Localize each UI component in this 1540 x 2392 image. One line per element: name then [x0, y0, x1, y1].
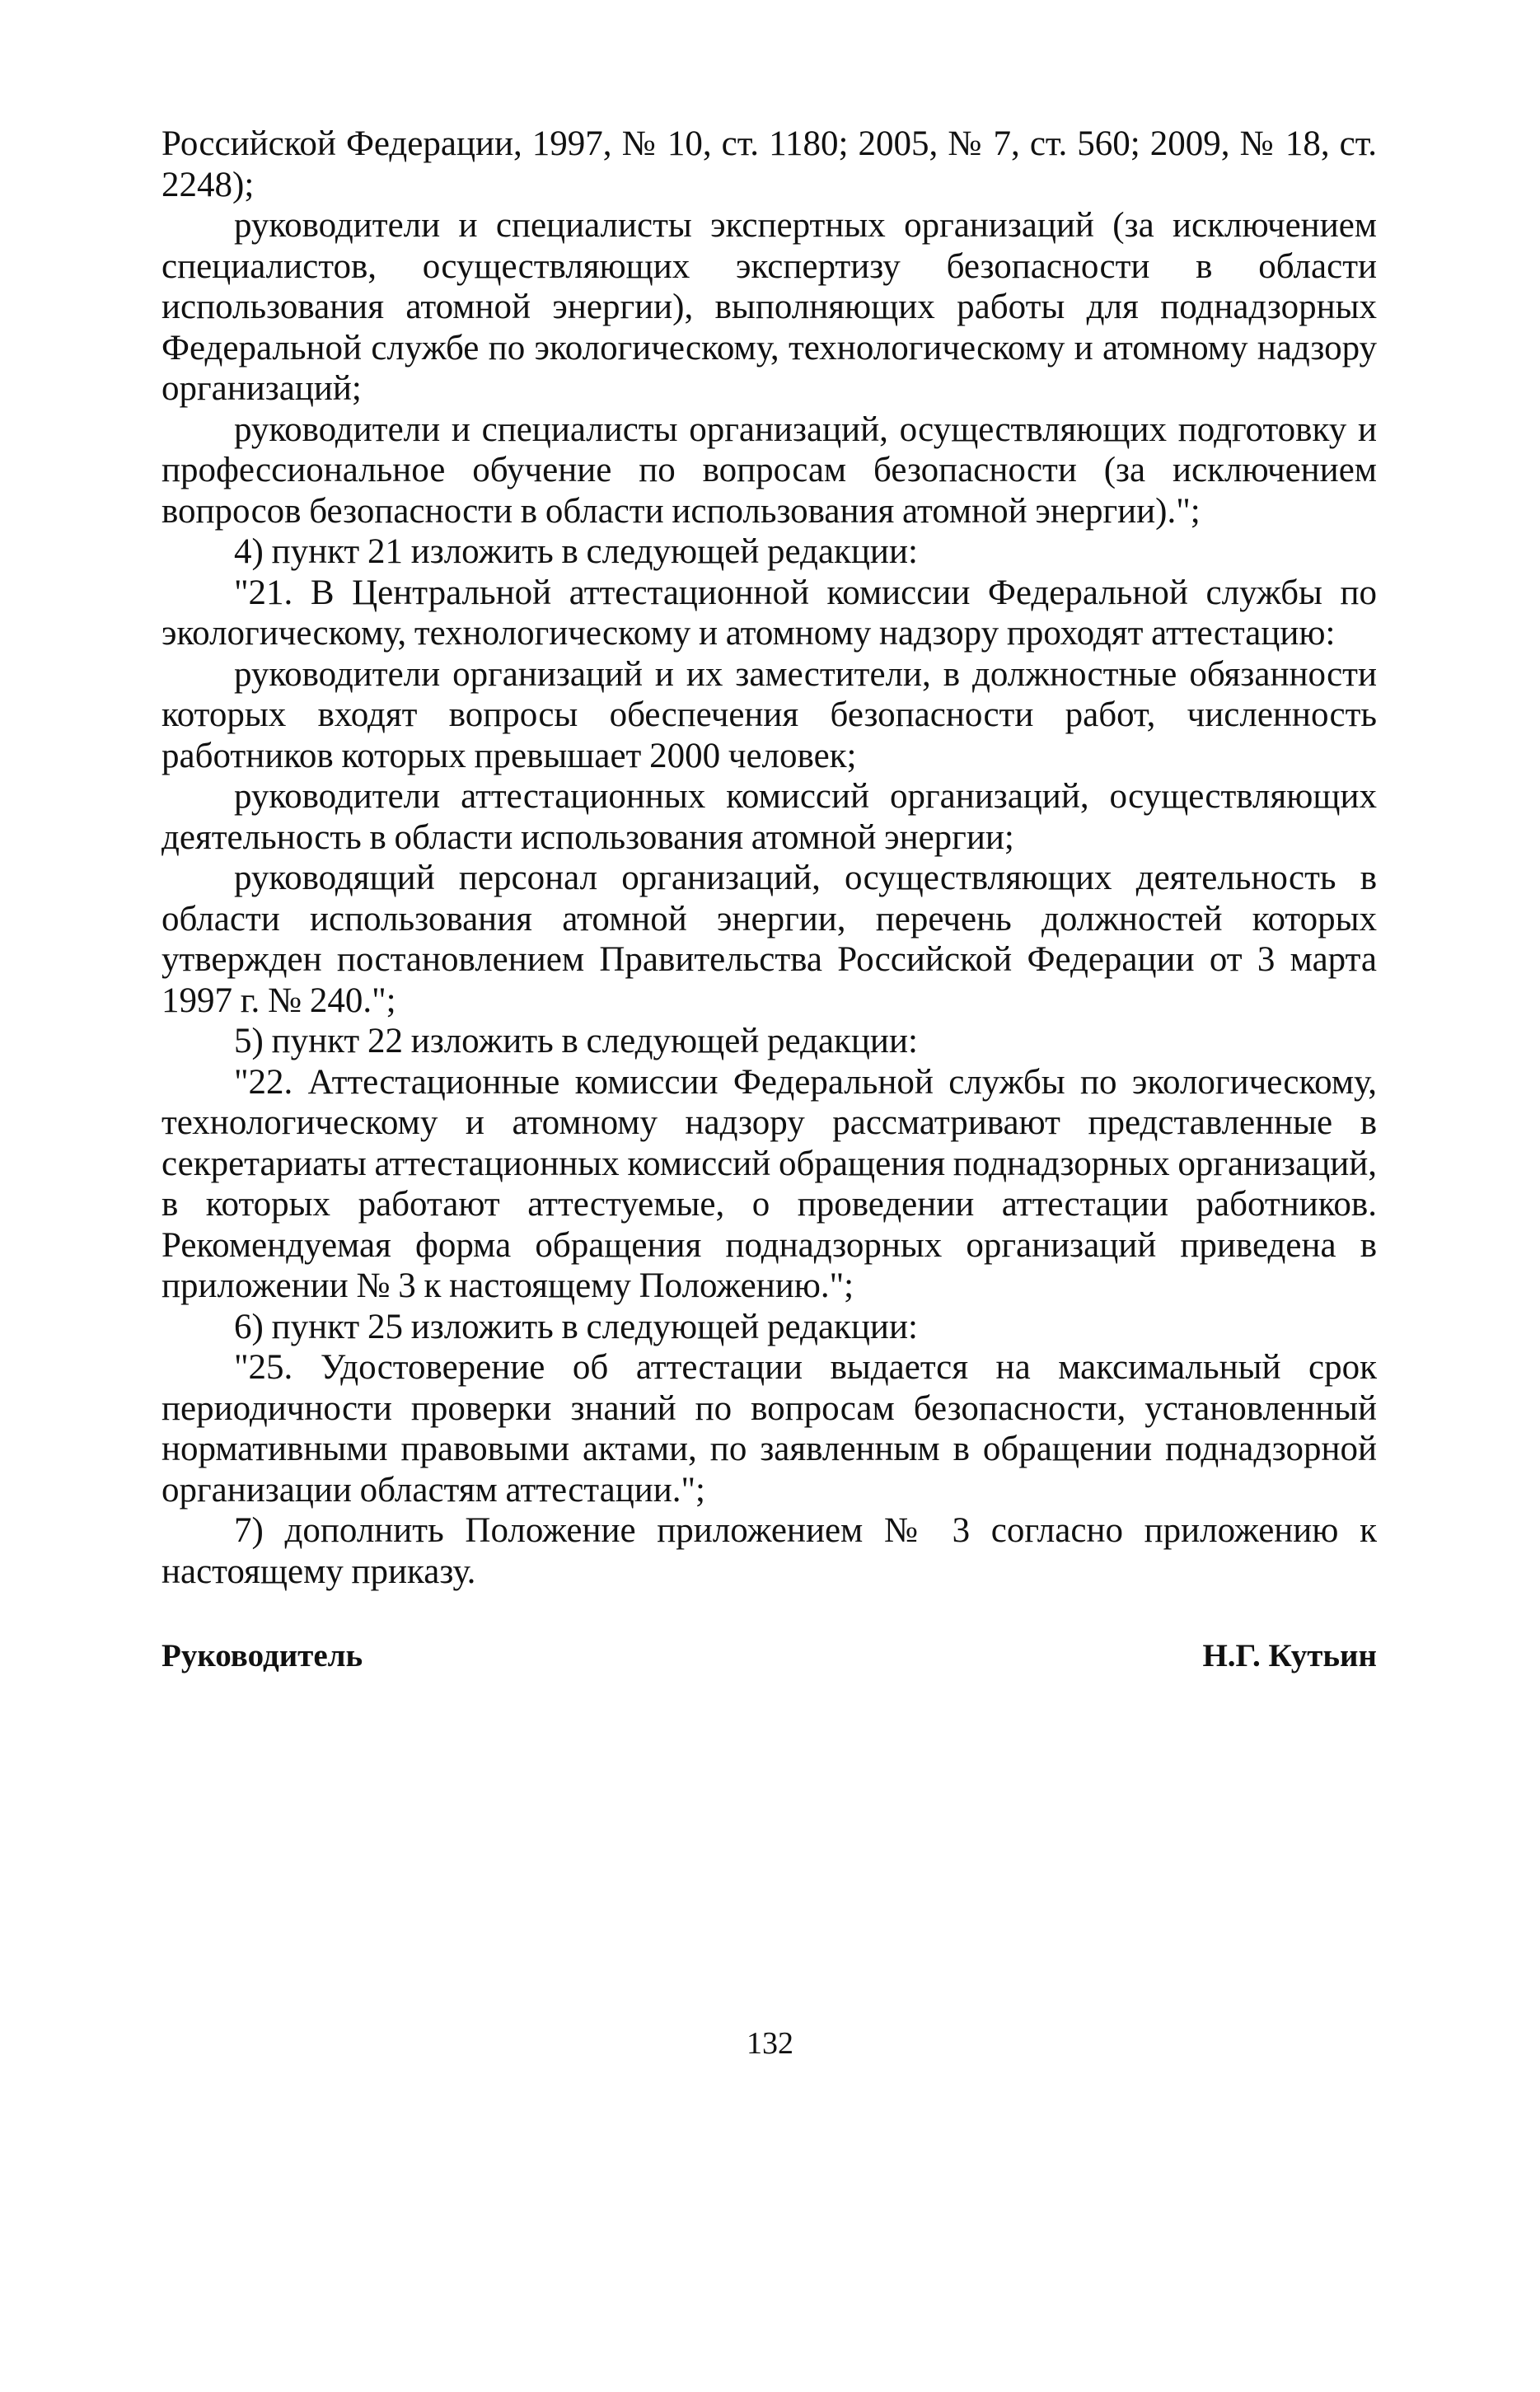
paragraph-item-4-heading: 4) пункт 21 изложить в следующей редакции: [234, 532, 918, 571]
paragraph-managing-personnel: руководящий персонал организаций, осуществляющих деятельность в области использования атомной энергии, перечень должностей которых утвержден постановлением Правительства Российской Федерации от 3 марта 1997 г. № 240."; [161, 859, 1377, 1020]
paragraph-item-22-text: "22. Аттестационные комиссии Федеральной службы по экологическому, технологическому и атомному надзору рассматривают представленные в секретариаты аттестационных комиссий обращения поднадзорных организаций, в которых работают аттестуемые, о проведении аттестации работников. Рекомендуемая форма обращения поднадзорных организаций приведена в приложении № 3 к настоящему Положению."; [161, 1062, 1377, 1305]
signature-block [161, 1636, 1377, 1676]
document-body [161, 124, 1377, 1592]
paragraph-item-21-text: "21. В Центральной аттестационной комиссии Федеральной службы по экологическому, технологическому и атомному надзору проходят аттестацию: [161, 573, 1377, 653]
paragraph-item-25-text: "25. Удостоверение об аттестации выдается на максимальный срок периодичности проверки знаний по вопросам безопасности, установленный нормативными правовыми актами, по заявленным в обращении поднадзорной организации областям аттестации."; [161, 1348, 1377, 1510]
paragraph-item-5-heading: 5) пункт 22 изложить в следующей редакции: [234, 1022, 918, 1060]
page-number: 132 [747, 2026, 793, 2061]
paragraph-item-6-heading: 6) пункт 25 изложить в следующей редакции: [234, 1307, 918, 1346]
paragraph-heads-of-commissions: руководители аттестационных комиссий организаций, осуществляющих деятельность в области использования атомной энергии; [161, 777, 1377, 857]
document-page [161, 124, 1377, 1676]
paragraph-citation-continuation: Российской Федерации, 1997, № 10, ст. 1180; 2005, № 7, ст. 560; 2009, № 18, ст. 2248); [161, 124, 1377, 204]
paragraph-heads-of-organizations: руководители организаций и их заместители, в должностные обязанности которых входят вопросы обеспечения безопасности работ, численность работников которых превышает 2000 человек; [161, 654, 1377, 775]
signature-title: Руководитель [161, 1638, 363, 1673]
paragraph-expert-organizations: руководители и специалисты экспертных организаций (за исключением специалистов, осуществляющих экспертизу безопасности в области использования атомной энергии), выполняющих работы для поднадзорных Федеральной службе по экологическому, технологическому и атомному надзору организаций; [161, 206, 1377, 408]
signature-name: Н.Г. Кутьин [1202, 1638, 1377, 1673]
paragraph-training-organizations: руководители и специалисты организаций, осуществляющих подготовку и профессиональное обучение по вопросам безопасности (за исключением вопросов безопасности в области использования атомной энергии)."; [161, 410, 1377, 531]
paragraph-item-7: 7) дополнить Положение приложением № 3 согласно приложению к настоящему приказу. [161, 1511, 1377, 1591]
